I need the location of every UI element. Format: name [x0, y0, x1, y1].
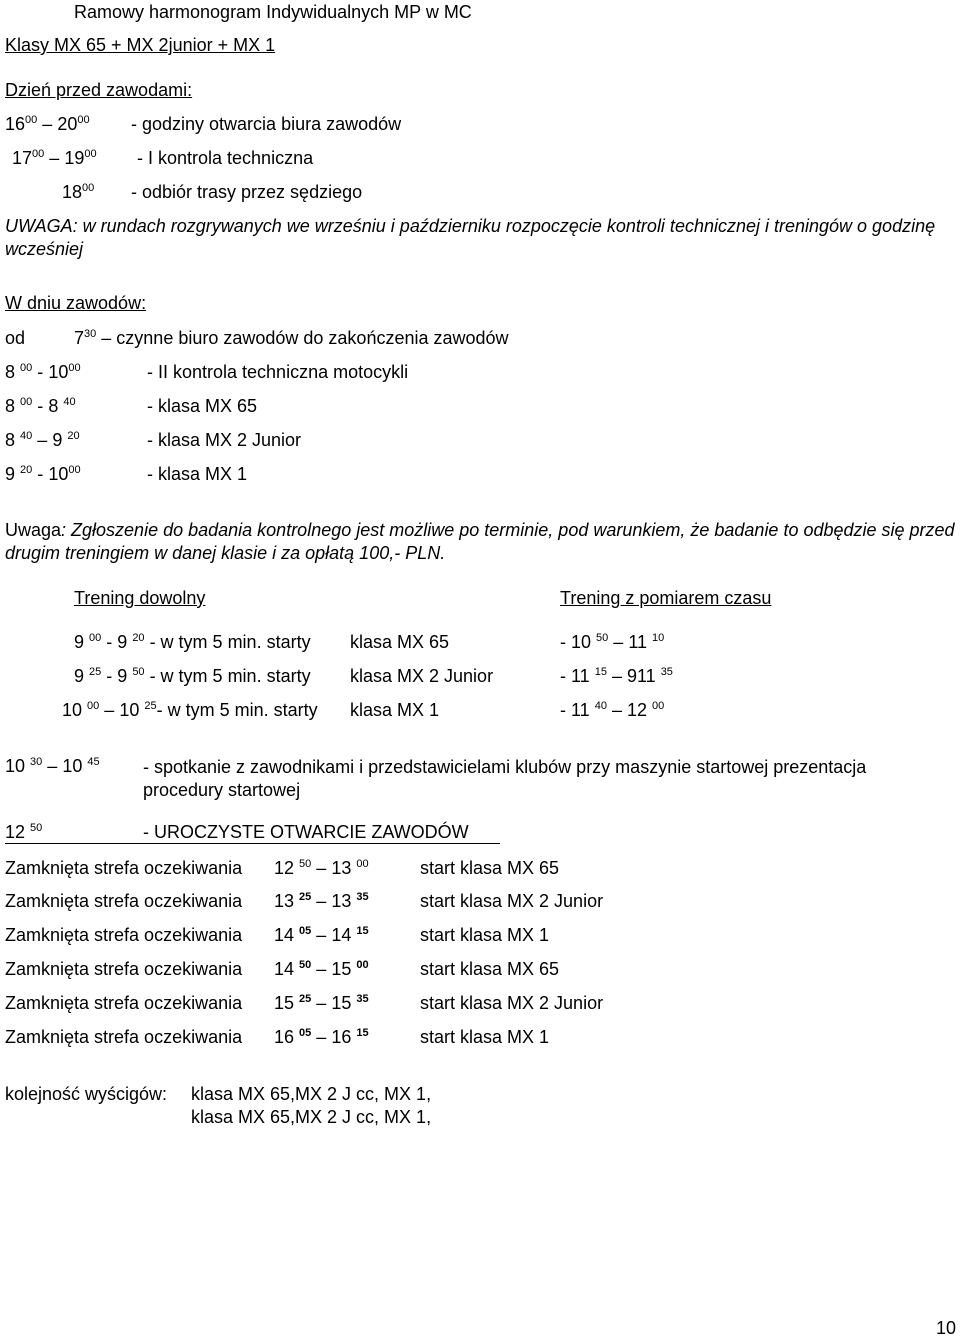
race-order-label: kolejność wyścigów: [5, 1084, 168, 1104]
day-before-heading: Dzień przed zawodami: [5, 80, 193, 100]
zone-label: Zamknięta strefa oczekiwania [5, 1027, 243, 1047]
day-before-note: UWAGA: w rundach rozgrywanych we wrześniu i październiku rozpoczęcie kontroli technicznej i treningów o godzinę wcześniej [5, 216, 936, 259]
office-od-label: od [5, 328, 26, 348]
race-day-row-time: 8 $^{00} - 10^{00}$ [5, 362, 81, 382]
inspection-note: Uwaga: Zgłoszenie do badania kontrolnego jest możliwe po terminie, pod warunkiem, że badanie to odbędzie się przed drugim treningiem w danej klasie i za opłatą 100,- PLN. [5, 520, 955, 563]
free-training-time: 9 $^{25}$ - 9 $^{50}$ - w tym 5 min. starty [74, 666, 311, 686]
race-order-line: klasa MX 65,MX 2 J cc, MX 1, [191, 1084, 432, 1104]
day-before-row-time: $16^{00} - 20^{00}$ [5, 114, 90, 134]
timed-training-heading: Trening z pomiarem czasu [560, 588, 772, 608]
timed-training-time: - 11 $^{40}$ – 12 $^{00}$ [560, 700, 665, 720]
zone-label: Zamknięta strefa oczekiwania [5, 891, 243, 911]
day-before-row-time: $17^{00} - 19^{00}$ [12, 148, 97, 168]
training-class: klasa MX 2 Junior [350, 666, 494, 686]
free-training-time: 10 $^{00}$ – 10 $^{25}$- w tym 5 min. starty [62, 700, 318, 720]
training-class: klasa MX 65 [350, 632, 450, 652]
training-class: klasa MX 1 [350, 700, 440, 720]
classes-line: Klasy MX 65 + MX 2junior + MX 1 [5, 35, 276, 55]
zone-label: Zamknięta strefa oczekiwania [5, 858, 243, 878]
race-day-row-desc: - klasa MX 1 [147, 464, 248, 484]
day-before-row-time: $18^{00}$ [62, 182, 95, 202]
zone-time: 15 $^{25}$ – 15 $^{35}$ [274, 993, 369, 1013]
race-day-row-time: 8 $^{40}$ – 9 $^{20}$ [5, 430, 80, 450]
zone-start: start klasa MX 1 [420, 925, 550, 945]
timed-training-time: - 11 $^{15}$ – 911 $^{35}$ [560, 666, 673, 686]
opening-text: - UROCZYSTE OTWARCIE ZAWODÓW [143, 822, 469, 842]
race-day-row-desc: - klasa MX 2 Junior [147, 430, 302, 450]
free-training-time: 9 $^{00}$ - 9 $^{20}$ - w tym 5 min. starty [74, 632, 311, 652]
zone-label: Zamknięta strefa oczekiwania [5, 993, 243, 1013]
race-day-row-time: 8 $^{00}$ - 8 $^{40}$ [5, 396, 76, 416]
race-day-heading: W dniu zawodów: [5, 293, 147, 313]
zone-time: 14 $^{05}$ – 14 $^{15}$ [274, 925, 369, 945]
zone-start: start klasa MX 65 [420, 858, 560, 878]
zone-label: Zamknięta strefa oczekiwania [5, 925, 243, 945]
zone-start: start klasa MX 1 [420, 1027, 550, 1047]
race-order-line: klasa MX 65,MX 2 J cc, MX 1, [191, 1107, 432, 1127]
race-day-row-desc: - klasa MX 65 [147, 396, 258, 416]
zone-start: start klasa MX 2 Junior [420, 993, 604, 1013]
zone-time: 16 $^{05}$ – 16 $^{15}$ [274, 1027, 369, 1047]
zone-time: 13 $^{25}$ – 13 $^{35}$ [274, 891, 369, 911]
meeting-description: - spotkanie z zawodnikami i przedstawicielami klubów przy maszynie startowej prezentacja procedury startowej [143, 757, 867, 800]
page-number: 10 [936, 1318, 957, 1338]
office-hours-row: $7^{30}$ – czynne biuro zawodów do zakończenia zawodów [74, 328, 509, 348]
race-day-row-desc: - II kontrola techniczna motocykli [147, 362, 409, 382]
race-day-row-time: 9 $^{20} - 10^{00}$ [5, 464, 81, 484]
zone-label: Zamknięta strefa oczekiwania [5, 959, 243, 979]
timed-training-time: - 10 $^{50}$ – 11 $^{10}$ [560, 632, 665, 652]
day-before-row-desc: - I kontrola techniczna [137, 148, 314, 168]
zone-start: start klasa MX 2 Junior [420, 891, 604, 911]
day-before-row-desc: - godziny otwarcia biura zawodów [131, 114, 402, 134]
zone-start: start klasa MX 65 [420, 959, 560, 979]
free-training-heading: Trening dowolny [74, 588, 206, 608]
meeting-time: 10 $^{30}$ – 10 $^{45}$ [5, 756, 100, 776]
opening-time: 12 $^{50}$ [5, 822, 43, 842]
document-title: Ramowy harmonogram Indywidualnych MP w MC [74, 2, 472, 22]
zone-time: 14 $^{50}$ – 15 $^{00}$ [274, 959, 369, 979]
day-before-row-desc: - odbiór trasy przez sędziego [131, 182, 363, 202]
zone-time: 12 $^{50}$ – 13 $^{00}$ [274, 858, 369, 878]
